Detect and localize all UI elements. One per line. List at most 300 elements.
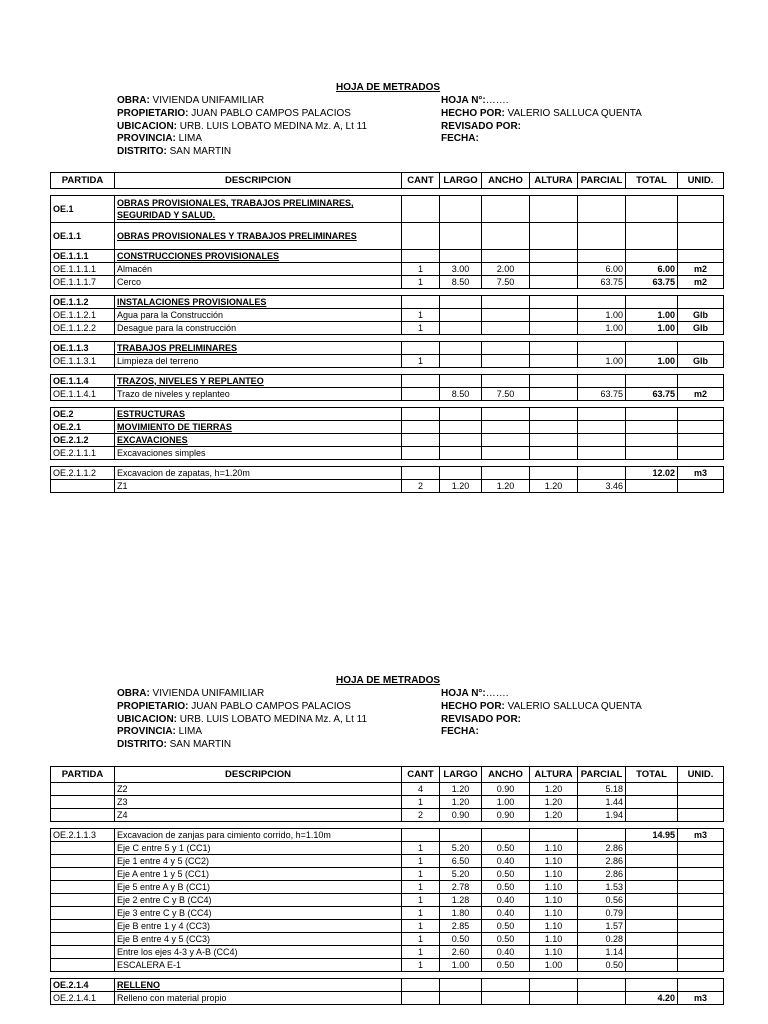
largo-cell [440,309,482,322]
item-row [51,263,724,276]
unid-cell [678,842,724,855]
partida-code: OE.1.1.2.2 [51,322,115,335]
ancho-cell: 1.00 [482,796,530,809]
cant-cell: 1 [402,959,440,972]
header-label: PROPIETARIO: [117,700,189,712]
unid-cell [678,907,724,920]
section-row [51,296,724,309]
descripcion-cell: Eje 2 entre C y B (CC4) [115,894,402,907]
item-row [51,842,724,855]
largo-cell: 0.90 [440,809,482,822]
item-row [51,868,724,881]
unid-cell [678,881,724,894]
section-row [51,250,724,263]
header-value: SAN MARTIN [166,146,232,158]
total-cell [626,842,678,855]
cant-cell [402,992,440,1005]
header-label: UBICACION: [117,713,177,725]
ancho-cell [482,355,530,368]
ancho-cell: 0.50 [482,868,530,881]
parcial-cell [578,829,626,842]
altura-cell [530,434,578,447]
altura-cell: 1.20 [530,480,578,493]
parcial-cell [578,434,626,447]
largo-cell: 8.50 [440,276,482,289]
header-row [441,95,642,108]
column-header-descripcion: DESCRIPCION [115,173,402,189]
parcial-cell: 1.94 [578,809,626,822]
header-value: JUAN PABLO CAMPOS PALACIOS [188,700,351,712]
descripcion-cell: Z2 [115,783,402,796]
descripcion-cell: Relleno con material propio [115,992,402,1005]
column-header-largo: LARGO [440,767,482,783]
column-header-total: TOTAL [626,767,678,783]
unid-cell: m3 [678,992,724,1005]
header-value: ……. [485,95,509,106]
spacer-row [51,460,724,467]
header-label: FECHA: [441,133,479,145]
header-value: VALERIO SALLUCA QUENTA [504,107,642,119]
column-header-cant: CANT [402,173,440,189]
parcial-cell: 1.00 [578,322,626,335]
partida-code: OE.2.1.2 [51,434,115,447]
partida-code: OE.1 [51,196,115,223]
cant-cell: 1 [402,263,440,276]
total-cell [626,868,678,881]
total-cell [626,946,678,959]
largo-cell [440,223,482,250]
total-cell [626,223,678,250]
ancho-cell [482,296,530,309]
cant-cell: 1 [402,796,440,809]
largo-cell [440,467,482,480]
unid-cell [678,946,724,959]
descripcion-cell: Z3 [115,796,402,809]
partida-code [51,809,115,822]
header-row [117,688,367,701]
cant-cell: 1 [402,868,440,881]
ancho-cell: 7.50 [482,276,530,289]
unid-cell [678,783,724,796]
cant-cell [402,223,440,250]
header-row [117,701,367,714]
partida-code: OE.1.1.2 [51,296,115,309]
column-header-ancho: ANCHO [482,767,530,783]
header-row [117,726,367,739]
section-title: OBRAS PROVISIONALES, TRABAJOS PRELIMINARES, SEGURIDAD Y SALUD. [117,198,354,220]
partida-code: OE.1.1.4 [51,375,115,388]
section-title: MOVIMIENTO DE TIERRAS [117,421,232,432]
item-row [51,907,724,920]
descripcion-cell [115,421,402,434]
descripcion-cell: ESCALERA E-1 [115,959,402,972]
item-row [51,796,724,809]
unid-cell [678,855,724,868]
header-value: URB. LUIS LOBATO MEDINA Mz. A, Lt 11 [177,713,368,725]
total-cell [626,783,678,796]
ancho-cell [482,309,530,322]
item-row [51,355,724,368]
partida-code [51,783,115,796]
unid-cell [678,296,724,309]
parcial-cell: 0.56 [578,894,626,907]
section-title: RELLENO [117,979,161,990]
project-info [117,688,367,752]
column-header-parcial: PARCIAL [578,173,626,189]
total-cell [626,959,678,972]
unid-cell [678,250,724,263]
descripcion-cell: Cerco [115,276,402,289]
cant-cell: 1 [402,322,440,335]
section-title: EXCAVACIONES [117,434,188,445]
column-header-parcial: PARCIAL [578,767,626,783]
parcial-cell [578,979,626,992]
item-row [51,783,724,796]
ancho-cell [482,196,530,223]
descripcion-cell: Limpieza del terreno [115,355,402,368]
column-header-partida: PARTIDA [51,173,115,189]
header-row [117,108,367,121]
ancho-cell [482,434,530,447]
header-value: JUAN PABLO CAMPOS PALACIOS [188,107,351,119]
cant-cell: 1 [402,933,440,946]
ancho-cell [482,375,530,388]
section-title: INSTALACIONES PROVISIONALES [117,296,267,307]
altura-cell [530,421,578,434]
altura-cell [530,408,578,421]
unid-cell: m3 [678,467,724,480]
altura-cell [530,322,578,335]
total-cell [626,480,678,493]
header-label: DISTRITO: [117,739,167,751]
column-header-unid: UNID. [678,173,724,189]
descripcion-cell [115,342,402,355]
largo-cell: 6.50 [440,855,482,868]
cant-cell [402,250,440,263]
unid-cell: Glb [678,309,724,322]
total-cell [626,894,678,907]
cant-cell [402,434,440,447]
section-row [51,434,724,447]
descripcion-cell [115,979,402,992]
column-header-descripcion: DESCRIPCION [115,767,402,783]
largo-cell: 8.50 [440,388,482,401]
parcial-cell [578,467,626,480]
ancho-cell [482,979,530,992]
descripcion-cell: Eje 3 entre C y B (CC4) [115,907,402,920]
column-header-unid: UNID. [678,767,724,783]
parcial-cell: 1.53 [578,881,626,894]
unid-cell [678,375,724,388]
partida-code: OE.2 [51,408,115,421]
parcial-cell: 1.14 [578,946,626,959]
cant-cell [402,296,440,309]
parcial-cell [578,196,626,223]
total-cell: 1.00 [626,309,678,322]
header-row [117,739,367,752]
total-cell [626,796,678,809]
largo-cell [440,196,482,223]
metrados-table [50,766,724,1005]
header-label: HECHO POR: [441,107,505,119]
cant-cell: 1 [402,907,440,920]
total-cell [626,434,678,447]
parcial-cell: 2.86 [578,855,626,868]
altura-cell: 1.00 [530,959,578,972]
item-row [51,933,724,946]
cant-cell: 1 [402,355,440,368]
parcial-cell: 63.75 [578,276,626,289]
largo-cell [440,447,482,460]
total-cell [626,421,678,434]
header-row [441,121,642,134]
total-cell [626,979,678,992]
cant-cell [402,447,440,460]
unid-cell [678,894,724,907]
largo-cell: 1.20 [440,796,482,809]
unid-cell [678,342,724,355]
spacer-cell [51,335,724,342]
largo-cell [440,375,482,388]
altura-cell: 1.10 [530,881,578,894]
descripcion-cell: Eje 1 entre 4 y 5 (CC2) [115,855,402,868]
altura-cell: 1.10 [530,868,578,881]
item-row [51,467,724,480]
parcial-cell: 0.28 [578,933,626,946]
altura-cell: 1.10 [530,907,578,920]
parcial-cell [578,296,626,309]
ancho-cell: 0.50 [482,920,530,933]
header-row [117,121,367,134]
descripcion-cell [115,375,402,388]
header-label: HOJA N°: [441,688,486,699]
altura-cell: 1.10 [530,894,578,907]
total-cell: 6.00 [626,263,678,276]
cant-cell [402,421,440,434]
largo-cell: 1.80 [440,907,482,920]
total-cell: 63.75 [626,276,678,289]
total-cell [626,250,678,263]
total-cell [626,809,678,822]
largo-cell [440,829,482,842]
total-cell [626,375,678,388]
unid-cell [678,796,724,809]
header-label: REVISADO POR: [441,120,522,132]
cant-cell [402,375,440,388]
project-info [117,95,367,159]
total-cell [626,196,678,223]
unid-cell: Glb [678,322,724,335]
spacer-cell [51,822,724,829]
descripcion-cell: Eje C entre 5 y 1 (CC1) [115,842,402,855]
spacer-cell [51,460,724,467]
ancho-cell: 0.50 [482,842,530,855]
item-row [51,829,724,842]
largo-cell [440,342,482,355]
largo-cell: 0.50 [440,933,482,946]
parcial-cell: 1.57 [578,920,626,933]
total-cell: 12.02 [626,467,678,480]
header-label: DISTRITO: [117,146,167,158]
section-row [51,375,724,388]
section-row [51,408,724,421]
column-header-largo: LARGO [440,173,482,189]
ancho-cell: 0.40 [482,894,530,907]
header-label: PROPIETARIO: [117,107,189,119]
largo-cell: 1.00 [440,959,482,972]
parcial-cell: 6.00 [578,263,626,276]
item-row [51,276,724,289]
ancho-cell: 0.50 [482,959,530,972]
header-value: VIVIENDA UNIFAMILIAR [149,688,265,699]
unid-cell [678,223,724,250]
sheet-info [441,688,642,739]
altura-cell [530,263,578,276]
table-header-row [51,173,724,189]
ancho-cell [482,408,530,421]
item-row [51,388,724,401]
unid-cell [678,868,724,881]
total-cell [626,933,678,946]
cant-cell [402,196,440,223]
header-value: LIMA [175,726,203,738]
unid-cell [678,979,724,992]
partida-code: OE.1.1.1 [51,250,115,263]
partida-code: OE.1.1.2.1 [51,309,115,322]
cant-cell: 2 [402,809,440,822]
unid-cell: m2 [678,276,724,289]
largo-cell [440,408,482,421]
descripcion-cell [115,296,402,309]
cant-cell: 2 [402,480,440,493]
cant-cell: 4 [402,783,440,796]
header-label: HECHO POR: [441,700,505,712]
item-row [51,894,724,907]
parcial-cell [578,421,626,434]
parcial-cell [578,342,626,355]
header-label: PROVINCIA: [117,133,176,145]
section-title: TRABAJOS PRELIMINARES [117,342,238,353]
cant-cell: 1 [402,842,440,855]
spacer-row [51,401,724,408]
partida-code: OE.1.1.3 [51,342,115,355]
cant-cell [402,342,440,355]
sheet-title: HOJA DE METRADOS [336,675,441,686]
ancho-cell: 0.90 [482,783,530,796]
partida-code: OE.1.1 [51,223,115,250]
header-row [441,701,642,714]
header-row [117,95,367,108]
cant-cell [402,408,440,421]
unid-cell: m2 [678,263,724,276]
parcial-cell: 0.79 [578,907,626,920]
column-header-total: TOTAL [626,173,678,189]
ancho-cell [482,223,530,250]
partida-code [51,868,115,881]
header-row [117,133,367,146]
cant-cell: 1 [402,946,440,959]
altura-cell [530,355,578,368]
descripcion-cell: Z1 [115,480,402,493]
total-cell: 14.95 [626,829,678,842]
largo-cell: 2.78 [440,881,482,894]
section-row [51,223,724,250]
altura-cell [530,829,578,842]
partida-code: OE.2.1.4 [51,979,115,992]
cant-cell: 1 [402,855,440,868]
item-row [51,946,724,959]
total-cell: 63.75 [626,388,678,401]
cant-cell [402,829,440,842]
ancho-cell [482,250,530,263]
item-row [51,855,724,868]
largo-cell [440,322,482,335]
unid-cell [678,421,724,434]
section-title: ESTRUCTURAS [117,408,186,419]
column-header-partida: PARTIDA [51,767,115,783]
partida-code [51,920,115,933]
item-row [51,959,724,972]
unid-cell [678,920,724,933]
largo-cell [440,421,482,434]
sheet-info [441,95,642,146]
descripcion-cell: Z4 [115,809,402,822]
ancho-cell: 0.40 [482,907,530,920]
spacer-cell [51,368,724,375]
parcial-cell: 5.18 [578,783,626,796]
partida-code: OE.2.1.4.1 [51,992,115,1005]
header-label: REVISADO POR: [441,713,522,725]
altura-cell [530,296,578,309]
parcial-cell [578,992,626,1005]
partida-code [51,933,115,946]
partida-code [51,881,115,894]
section-row [51,979,724,992]
unid-cell [678,408,724,421]
altura-cell [530,223,578,250]
parcial-cell: 1.00 [578,309,626,322]
ancho-cell [482,467,530,480]
parcial-cell [578,408,626,421]
parcial-cell: 1.44 [578,796,626,809]
partida-code [51,796,115,809]
partida-code: OE.2.1.1.3 [51,829,115,842]
column-header-cant: CANT [402,767,440,783]
parcial-cell [578,250,626,263]
ancho-cell [482,421,530,434]
largo-cell: 2.60 [440,946,482,959]
header-row [441,726,642,739]
unid-cell [678,434,724,447]
largo-cell: 3.00 [440,263,482,276]
unid-cell: m3 [678,829,724,842]
item-row [51,309,724,322]
altura-cell: 1.10 [530,855,578,868]
ancho-cell [482,447,530,460]
total-cell [626,920,678,933]
header-value: ……. [485,688,509,699]
descripcion-cell: Almacén [115,263,402,276]
partida-code [51,959,115,972]
metrados-table [50,172,724,493]
partida-code [51,907,115,920]
largo-cell [440,434,482,447]
largo-cell [440,979,482,992]
unid-cell: m2 [678,388,724,401]
section-row [51,196,724,223]
descripcion-cell: Eje B entre 1 y 4 (CC3) [115,920,402,933]
header-label: PROVINCIA: [117,726,176,738]
